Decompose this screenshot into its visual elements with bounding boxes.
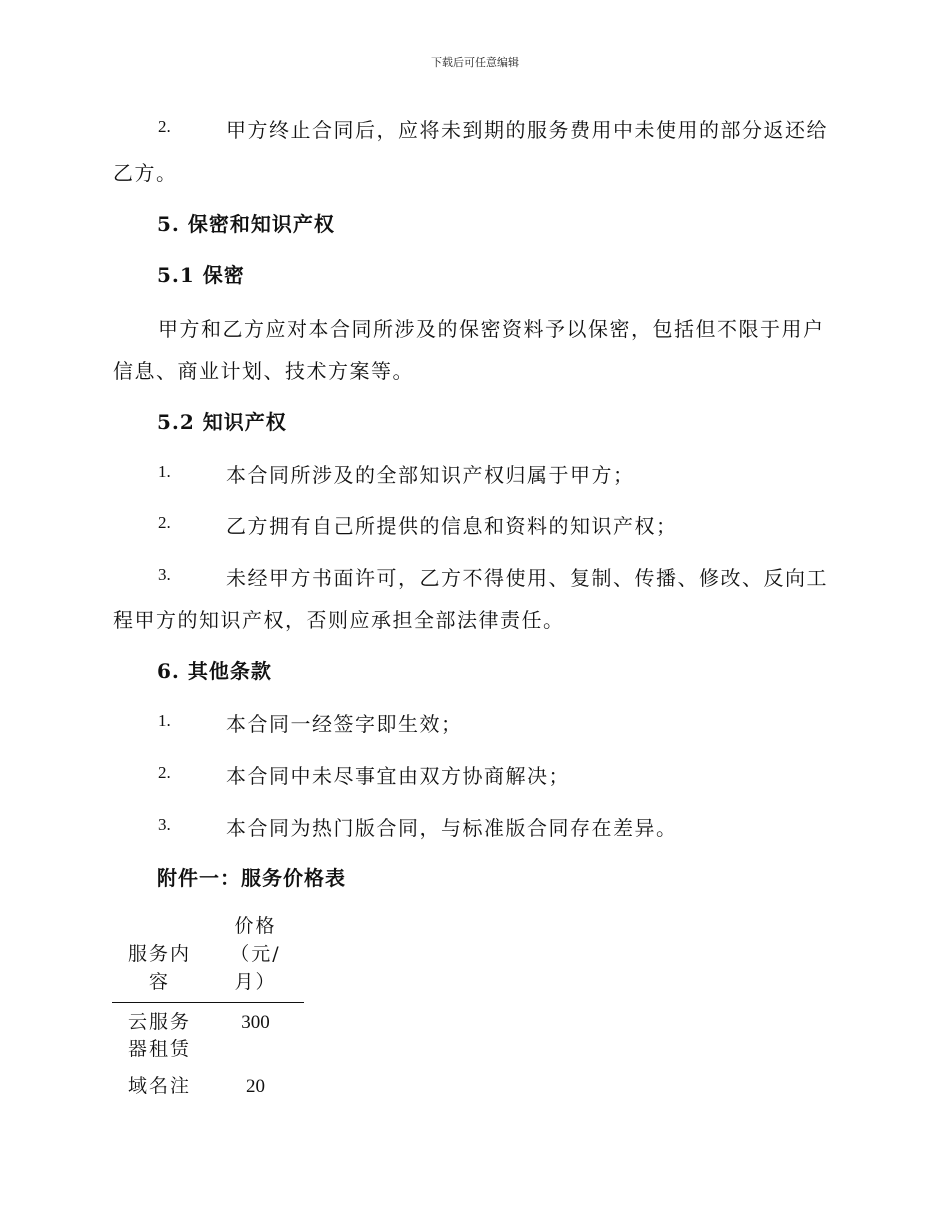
paragraph-line: 乙方。 xyxy=(113,161,178,185)
page-header-note: 下载后可任意编辑 xyxy=(431,56,519,69)
table-row xyxy=(112,1067,304,1104)
item-number: 1. xyxy=(158,462,171,481)
list-item-text: 未经甲方书面许可，乙方不得使用、复制、传播、修改、反向工 xyxy=(226,566,828,590)
item-number: 1. xyxy=(158,711,171,730)
item-number: 2. xyxy=(158,513,171,532)
header-line: 月） xyxy=(234,971,277,993)
item-number: 2. xyxy=(158,763,171,782)
header-line: 价格 xyxy=(234,915,277,937)
section-heading: 6. 其他条款 xyxy=(157,659,272,683)
section-heading: 5. 保密和知识产权 xyxy=(157,212,335,236)
header-line: 服务内 xyxy=(127,943,191,965)
list-item-text: 本合同中未尽事宜由双方协商解决； xyxy=(226,764,570,788)
table-header-row xyxy=(112,910,304,1003)
header-line: （元/ xyxy=(230,943,281,965)
paragraph-line: 甲方终止合同后，应将未到期的服务费用中未使用的部分返还给 xyxy=(226,118,828,142)
appendix-heading: 附件一：服务价格表 xyxy=(157,866,346,890)
item-number: 2. xyxy=(158,117,171,136)
list-item-text: 乙方拥有自己所提供的信息和资料的知识产权； xyxy=(226,514,678,538)
cell-line: 云服务 xyxy=(127,1011,191,1033)
cell-service xyxy=(112,1067,207,1104)
list-item-text: 程甲方的知识产权，否则应承担全部法律责任。 xyxy=(113,608,565,632)
subsection-heading: 5.1 保密 xyxy=(157,263,245,287)
item-number: 3. xyxy=(158,815,171,834)
header-line: 容 xyxy=(148,971,170,993)
subsection-heading: 5.2 知识产权 xyxy=(157,410,287,434)
price-table xyxy=(112,910,304,1104)
column-header-price xyxy=(207,910,304,1003)
list-item-text: 本合同所涉及的全部知识产权归属于甲方； xyxy=(226,463,635,487)
list-item-text: 本合同为热门版合同，与标准版合同存在差异。 xyxy=(226,816,678,840)
column-header-service xyxy=(112,910,207,1003)
list-item-text: 本合同一经签字即生效； xyxy=(226,712,463,736)
cell-line: 器租赁 xyxy=(127,1038,191,1060)
price-table-wrapper xyxy=(112,910,304,1104)
table-row xyxy=(112,1003,304,1068)
cell-service xyxy=(112,1003,207,1068)
cell-price: 20 xyxy=(245,1076,265,1097)
cell-line: 域名注 xyxy=(127,1075,191,1097)
paragraph-line: 信息、商业计划、技术方案等。 xyxy=(113,359,414,383)
paragraph-line: 甲方和乙方应对本合同所涉及的保密资料予以保密，包括但不限于用户 xyxy=(158,317,825,341)
cell-price: 300 xyxy=(241,1012,270,1033)
item-number: 3. xyxy=(158,565,171,584)
